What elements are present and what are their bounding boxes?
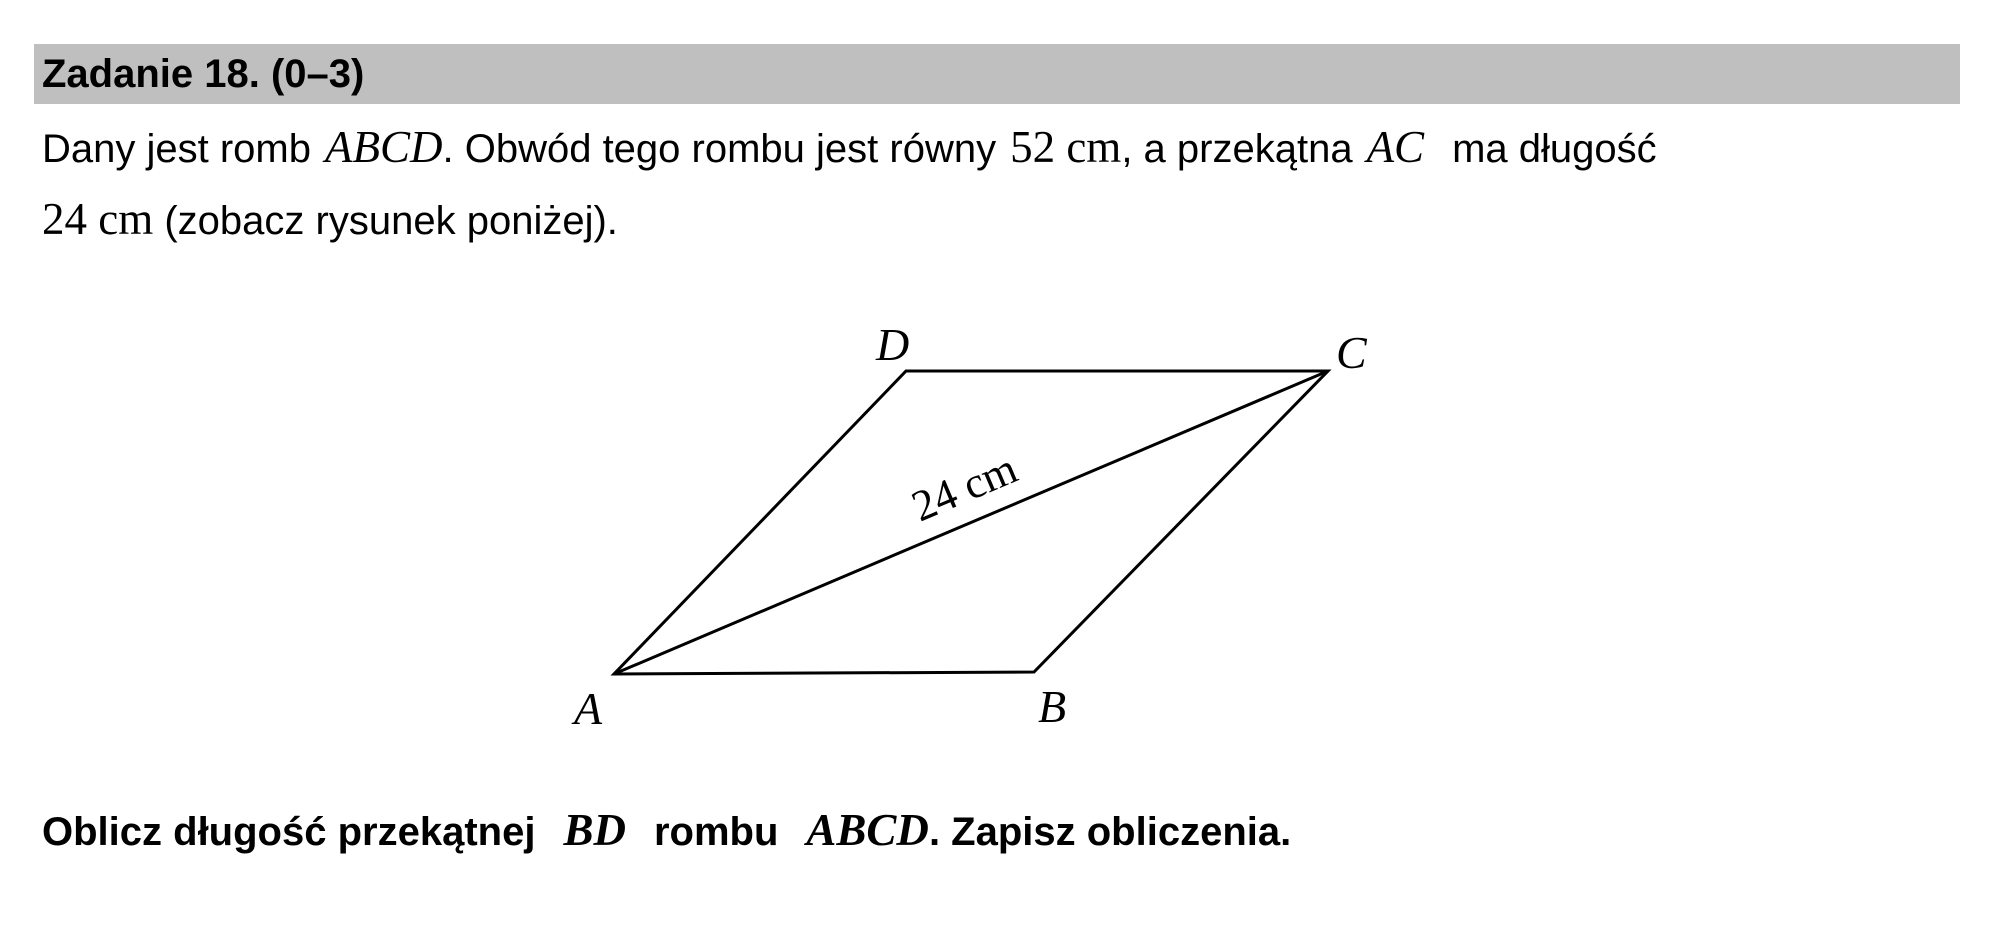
question-text-1: Oblicz długość przekątnej <box>42 810 536 854</box>
problem-text-2: . Obwód tego rombu jest równy <box>442 127 997 171</box>
problem-text-3: , a przekątna <box>1121 127 1353 171</box>
math-rhombus-name: ABCD <box>324 122 443 172</box>
vertex-b-label: B <box>1038 681 1067 732</box>
question-text-3: . Zapisz obliczenia. <box>928 810 1292 854</box>
math-rhombus-name-question: ABCD <box>806 805 929 855</box>
task-title: Zadanie 18. (0–3) <box>42 52 365 96</box>
problem-text-5: (zobacz rysunek poniżej). <box>164 199 618 243</box>
math-diagonal-ac: AC <box>1366 122 1425 172</box>
vertex-d-label: D <box>876 319 910 370</box>
vertex-a-label: A <box>574 683 603 734</box>
question-text-2: rombu <box>653 810 779 854</box>
vertex-c-label: C <box>1336 327 1367 378</box>
problem-text-4: ma długość <box>1452 127 1657 171</box>
math-perimeter-value: 52 cm <box>1010 122 1122 172</box>
math-diagonal-value: 24 cm <box>42 194 154 244</box>
problem-text-1: Dany jest romb <box>42 127 311 171</box>
diagonal-ac-line <box>614 371 1328 674</box>
question-statement <box>42 804 1291 856</box>
diagonal-length-label: 24 cm <box>904 443 1025 532</box>
math-diagonal-bd: BD <box>563 805 626 855</box>
